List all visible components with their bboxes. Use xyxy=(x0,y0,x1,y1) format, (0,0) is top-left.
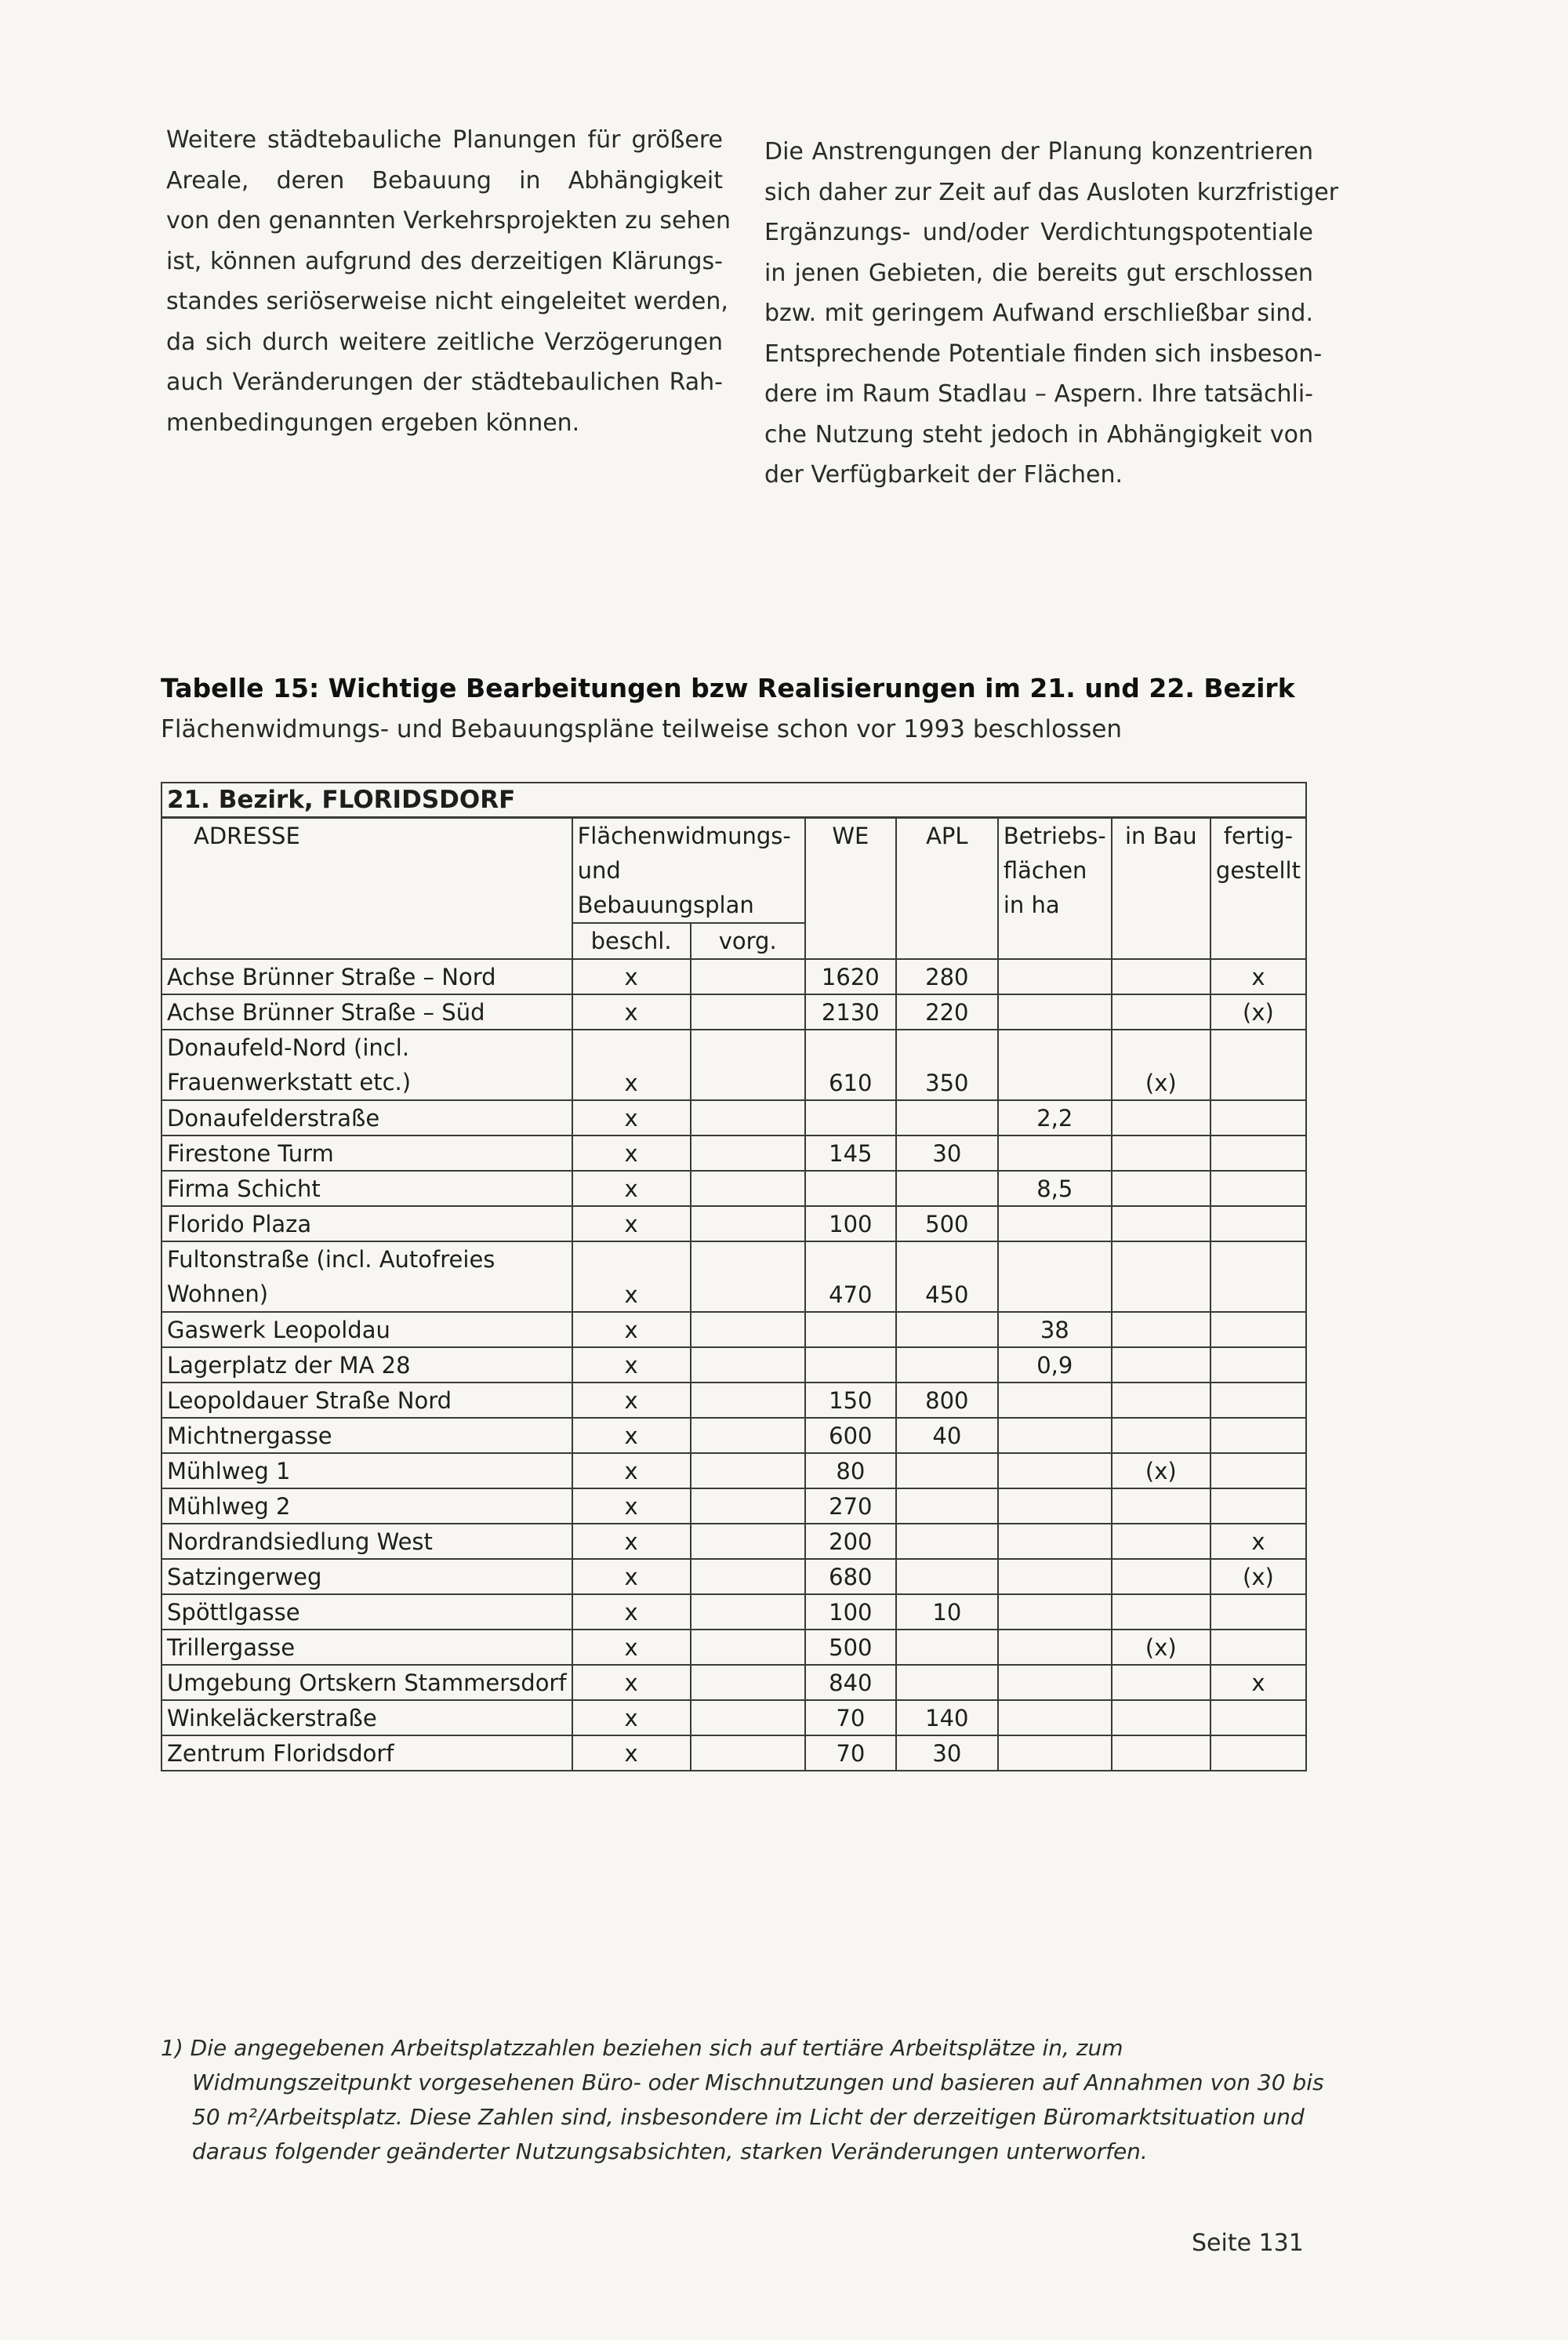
cell-apl: 500 xyxy=(896,1206,998,1241)
cell-vorg xyxy=(691,1630,805,1665)
table-row xyxy=(162,1524,1306,1559)
cell-adresse xyxy=(162,1030,572,1100)
cell-adresse xyxy=(162,1241,572,1312)
header-plan-line: Flächenwidmungs- xyxy=(577,823,791,849)
text-line: auch Veränderungen der städtebaulichen Rah- xyxy=(166,369,723,396)
header-vorg: vorg. xyxy=(691,923,805,959)
cell-inbau xyxy=(1112,1559,1210,1594)
cell-inbau xyxy=(1112,1383,1210,1418)
cell-fertig xyxy=(1210,1630,1306,1665)
cell-betrieb xyxy=(998,1665,1112,1700)
cell-vorg xyxy=(691,1135,805,1171)
cell-fertig: (x) xyxy=(1210,994,1306,1030)
cell-we: 680 xyxy=(805,1559,896,1594)
cell-apl: 30 xyxy=(896,1135,998,1171)
table-row xyxy=(162,1630,1306,1665)
cell-betrieb: 2,2 xyxy=(998,1100,1112,1135)
cell-vorg xyxy=(691,1665,805,1700)
cell-betrieb xyxy=(998,1594,1112,1630)
cell-apl xyxy=(896,1171,998,1206)
cell-fertig: x xyxy=(1210,1524,1306,1559)
cell-beschl: x xyxy=(572,1735,691,1771)
cell-betrieb xyxy=(998,1524,1112,1559)
cell-we: 100 xyxy=(805,1594,896,1630)
text-line: ist, können aufgrund des derzeitigen Klärungs- xyxy=(166,247,723,275)
cell-apl xyxy=(896,1524,998,1559)
text-line: Weitere städtebauliche Planungen für größere xyxy=(166,126,723,154)
cell-we: 200 xyxy=(805,1524,896,1559)
cell-betrieb xyxy=(998,1206,1112,1241)
cell-apl xyxy=(896,1630,998,1665)
cell-apl xyxy=(896,1488,998,1524)
table-row xyxy=(162,1347,1306,1383)
table-row xyxy=(162,1735,1306,1771)
cell-inbau xyxy=(1112,959,1210,994)
cell-adresse: Donaufelderstraße xyxy=(162,1100,572,1135)
cell-fertig xyxy=(1210,1030,1306,1100)
cell-we: 145 xyxy=(805,1135,896,1171)
header-plan xyxy=(572,818,805,924)
cell-apl: 800 xyxy=(896,1383,998,1418)
cell-betrieb xyxy=(998,1418,1112,1453)
cell-fertig xyxy=(1210,1347,1306,1383)
text-line: bzw. mit geringem Aufwand erschließbar sind. xyxy=(764,300,1313,327)
cell-adresse: Trillergasse xyxy=(162,1630,572,1665)
cell-adresse: Nordrandsiedlung West xyxy=(162,1524,572,1559)
cell-apl: 30 xyxy=(896,1735,998,1771)
cell-fertig xyxy=(1210,1594,1306,1630)
cell-beschl: x xyxy=(572,1453,691,1488)
cell-beschl: x xyxy=(572,1559,691,1594)
cell-adresse: Michtnergasse xyxy=(162,1418,572,1453)
cell-apl xyxy=(896,1312,998,1347)
cell-we xyxy=(805,1171,896,1206)
header-in-bau: in Bau xyxy=(1112,818,1210,960)
page-number: Seite 131 xyxy=(1192,2229,1304,2257)
cell-fertig xyxy=(1210,1135,1306,1171)
cell-vorg xyxy=(691,1524,805,1559)
cell-fertig xyxy=(1210,1383,1306,1418)
cell-adresse: Firestone Turm xyxy=(162,1135,572,1171)
cell-apl xyxy=(896,1665,998,1700)
cell-we: 840 xyxy=(805,1665,896,1700)
cell-we: 1620 xyxy=(805,959,896,994)
cell-vorg xyxy=(691,1171,805,1206)
cell-we xyxy=(805,1100,896,1135)
cell-inbau xyxy=(1112,1171,1210,1206)
cell-fertig: x xyxy=(1210,959,1306,994)
cell-apl: 280 xyxy=(896,959,998,994)
cell-vorg xyxy=(691,1383,805,1418)
cell-we: 80 xyxy=(805,1453,896,1488)
cell-we: 70 xyxy=(805,1735,896,1771)
cell-inbau xyxy=(1112,1241,1210,1312)
cell-beschl: x xyxy=(572,1206,691,1241)
cell-inbau xyxy=(1112,1594,1210,1630)
header-fertiggestellt xyxy=(1210,818,1306,960)
cell-apl xyxy=(896,1559,998,1594)
cell-adresse: Lagerplatz der MA 28 xyxy=(162,1347,572,1383)
cell-we: 150 xyxy=(805,1383,896,1418)
cell-fertig xyxy=(1210,1241,1306,1312)
cell-vorg xyxy=(691,1418,805,1453)
cell-adresse: Florido Plaza xyxy=(162,1206,572,1241)
cell-apl xyxy=(896,1100,998,1135)
table-row xyxy=(162,1030,1306,1100)
header-apl: APL xyxy=(896,818,998,960)
cell-beschl: x xyxy=(572,1524,691,1559)
text-line: Areale, deren Bebauung in Abhängigkeit xyxy=(166,166,723,194)
cell-adresse: Achse Brünner Straße – Nord xyxy=(162,959,572,994)
cell-fertig: x xyxy=(1210,1665,1306,1700)
cell-inbau xyxy=(1112,1700,1210,1735)
cell-vorg xyxy=(691,994,805,1030)
table-row xyxy=(162,1418,1306,1453)
table-row xyxy=(162,1453,1306,1488)
cell-apl: 350 xyxy=(896,1030,998,1100)
cell-betrieb: 8,5 xyxy=(998,1171,1112,1206)
cell-beschl: x xyxy=(572,1488,691,1524)
cell-beschl: x xyxy=(572,1630,691,1665)
cell-betrieb xyxy=(998,1735,1112,1771)
cell-inbau: (x) xyxy=(1112,1630,1210,1665)
cell-beschl: x xyxy=(572,1312,691,1347)
cell-betrieb xyxy=(998,1453,1112,1488)
footnote-line: daraus folgender geänderter Nutzungsabsichten, starken Veränderungen unterworfen. xyxy=(192,2138,1148,2164)
cell-adresse: Winkeläckerstraße xyxy=(162,1700,572,1735)
footnote-line: 1) Die angegebenen Arbeitsplatzzahlen beziehen sich auf tertiäre Arbeitsplätze in, zum xyxy=(161,2035,1123,2061)
cell-betrieb xyxy=(998,1135,1112,1171)
cell-fertig xyxy=(1210,1453,1306,1488)
cell-we: 470 xyxy=(805,1241,896,1312)
district-heading: 21. Bezirk, FLORIDSDORF xyxy=(162,783,1306,818)
cell-inbau xyxy=(1112,1488,1210,1524)
text-line: menbedingungen ergeben können. xyxy=(166,409,580,437)
header-plan-line: und Bebauungsplan xyxy=(577,857,754,918)
table-row xyxy=(162,1700,1306,1735)
cell-adresse: Spöttlgasse xyxy=(162,1594,572,1630)
header-beschl: beschl. xyxy=(572,923,691,959)
cell-fertig xyxy=(1210,1735,1306,1771)
cell-inbau xyxy=(1112,1735,1210,1771)
cell-inbau: (x) xyxy=(1112,1030,1210,1100)
footnote-line: Widmungszeitpunkt vorgesehenen Büro- oder Mischnutzungen und basieren auf Annahmen von 30 bis xyxy=(192,2069,1324,2095)
cell-fertig xyxy=(1210,1171,1306,1206)
cell-inbau xyxy=(1112,1100,1210,1135)
cell-inbau xyxy=(1112,1206,1210,1241)
cell-vorg xyxy=(691,1594,805,1630)
cell-adresse: Umgebung Ortskern Stammersdorf xyxy=(162,1665,572,1700)
header-we: WE xyxy=(805,818,896,960)
cell-inbau xyxy=(1112,994,1210,1030)
header-betrieb-line: Betriebs- xyxy=(1003,823,1106,849)
cell-vorg xyxy=(691,1735,805,1771)
cell-adresse: Firma Schicht xyxy=(162,1171,572,1206)
cell-inbau xyxy=(1112,1312,1210,1347)
cell-vorg xyxy=(691,1559,805,1594)
cell-betrieb xyxy=(998,1488,1112,1524)
table-row xyxy=(162,1312,1306,1347)
cell-fertig: (x) xyxy=(1210,1559,1306,1594)
cell-inbau xyxy=(1112,1418,1210,1453)
cell-fertig xyxy=(1210,1418,1306,1453)
cell-adresse: Mühlweg 1 xyxy=(162,1453,572,1488)
cell-inbau xyxy=(1112,1347,1210,1383)
cell-inbau xyxy=(1112,1524,1210,1559)
cell-inbau xyxy=(1112,1135,1210,1171)
cell-inbau: (x) xyxy=(1112,1453,1210,1488)
cell-beschl: x xyxy=(572,1347,691,1383)
cell-betrieb: 0,9 xyxy=(998,1347,1112,1383)
cell-betrieb: 38 xyxy=(998,1312,1112,1347)
cell-adresse-line: Frauenwerkstatt etc.) xyxy=(167,1069,412,1096)
cell-adresse: Gaswerk Leopoldau xyxy=(162,1312,572,1347)
cell-we xyxy=(805,1312,896,1347)
header-fertig-line: gestellt xyxy=(1215,857,1301,884)
cell-vorg xyxy=(691,959,805,994)
text-line: in jenen Gebieten, die bereits gut erschlossen xyxy=(764,259,1313,287)
project-table xyxy=(161,782,1307,1771)
cell-apl: 220 xyxy=(896,994,998,1030)
cell-vorg xyxy=(691,1700,805,1735)
cell-adresse: Mühlweg 2 xyxy=(162,1488,572,1524)
cell-betrieb xyxy=(998,994,1112,1030)
cell-vorg xyxy=(691,1347,805,1383)
table-row xyxy=(162,1206,1306,1241)
cell-we: 2130 xyxy=(805,994,896,1030)
cell-we: 600 xyxy=(805,1418,896,1453)
cell-beschl: x xyxy=(572,994,691,1030)
cell-vorg xyxy=(691,1312,805,1347)
cell-we xyxy=(805,1347,896,1383)
cell-betrieb xyxy=(998,1030,1112,1100)
cell-fertig xyxy=(1210,1700,1306,1735)
cell-vorg xyxy=(691,1030,805,1100)
table-row xyxy=(162,1171,1306,1206)
cell-we: 100 xyxy=(805,1206,896,1241)
table-row xyxy=(162,1383,1306,1418)
cell-adresse-line: Donaufeld-Nord (incl. xyxy=(167,1034,410,1061)
table-caption-title: Tabelle 15: Wichtige Bearbeitungen bzw Realisierungen im 21. und 22. Bezirk xyxy=(161,673,1295,703)
table-row xyxy=(162,1594,1306,1630)
cell-inbau xyxy=(1112,1665,1210,1700)
table-row xyxy=(162,959,1306,994)
cell-beschl: x xyxy=(572,1100,691,1135)
cell-apl xyxy=(896,1453,998,1488)
cell-vorg xyxy=(691,1453,805,1488)
cell-we: 70 xyxy=(805,1700,896,1735)
cell-we: 500 xyxy=(805,1630,896,1665)
left-text-column xyxy=(166,120,731,443)
footnote xyxy=(161,2031,1324,2169)
text-line: Entsprechende Potentiale finden sich insbeson- xyxy=(764,340,1323,368)
text-line: che Nutzung steht jedoch in Abhängigkeit von xyxy=(764,420,1313,449)
header-betrieb-line: flächen xyxy=(1003,857,1087,884)
cell-betrieb xyxy=(998,1559,1112,1594)
cell-apl: 10 xyxy=(896,1594,998,1630)
cell-betrieb xyxy=(998,1383,1112,1418)
text-line: von den genannten Verkehrsprojekten zu sehen xyxy=(166,207,731,234)
cell-adresse: Leopoldauer Straße Nord xyxy=(162,1383,572,1418)
cell-apl xyxy=(896,1347,998,1383)
table-row xyxy=(162,1100,1306,1135)
cell-fertig xyxy=(1210,1488,1306,1524)
cell-fertig xyxy=(1210,1206,1306,1241)
table-row xyxy=(162,1665,1306,1700)
cell-beschl: x xyxy=(572,1700,691,1735)
cell-beschl: x xyxy=(572,1030,691,1100)
cell-adresse: Zentrum Floridsdorf xyxy=(162,1735,572,1771)
cell-adresse: Satzingerweg xyxy=(162,1559,572,1594)
header-betrieb-line: in ha xyxy=(1003,892,1060,918)
table-caption-subtitle: Flächenwidmungs- und Bebauungspläne teilweise schon vor 1993 beschlossen xyxy=(161,715,1123,743)
text-line: da sich durch weitere zeitliche Verzögerungen xyxy=(166,328,723,356)
cell-betrieb xyxy=(998,1630,1112,1665)
header-betriebsflaechen xyxy=(998,818,1112,960)
cell-betrieb xyxy=(998,1241,1112,1312)
text-line: Die Anstrengungen der Planung konzentrieren xyxy=(764,138,1313,165)
cell-beschl: x xyxy=(572,1418,691,1453)
cell-beschl: x xyxy=(572,1383,691,1418)
cell-we: 610 xyxy=(805,1030,896,1100)
cell-beschl: x xyxy=(572,1241,691,1312)
cell-vorg xyxy=(691,1241,805,1312)
table-row xyxy=(162,994,1306,1030)
table-row xyxy=(162,1241,1306,1312)
text-line: der Verfügbarkeit der Flächen. xyxy=(764,461,1123,489)
table-row xyxy=(162,1488,1306,1524)
cell-adresse-line: Fultonstraße (incl. Autofreies xyxy=(167,1246,495,1273)
cell-we: 270 xyxy=(805,1488,896,1524)
cell-betrieb xyxy=(998,959,1112,994)
cell-beschl: x xyxy=(572,1171,691,1206)
cell-fertig xyxy=(1210,1100,1306,1135)
cell-apl: 40 xyxy=(896,1418,998,1453)
cell-apl: 140 xyxy=(896,1700,998,1735)
cell-vorg xyxy=(691,1206,805,1241)
cell-adresse-line: Wohnen) xyxy=(167,1281,269,1307)
cell-apl: 450 xyxy=(896,1241,998,1312)
cell-beschl: x xyxy=(572,1665,691,1700)
footnote-line: 50 m²/Arbeitsplatz. Diese Zahlen sind, insbesondere im Licht der derzeitigen Büromarktsituation und xyxy=(192,2104,1305,2130)
text-line: Ergänzungs- und/oder Verdichtungspotentiale xyxy=(764,219,1313,246)
right-text-column xyxy=(764,132,1339,496)
cell-beschl: x xyxy=(572,959,691,994)
cell-fertig xyxy=(1210,1312,1306,1347)
table-row xyxy=(162,1135,1306,1171)
text-line: sich daher zur Zeit auf das Ausloten kurzfristiger xyxy=(764,178,1339,206)
header-adresse: ADRESSE xyxy=(162,818,572,960)
cell-adresse: Achse Brünner Straße – Süd xyxy=(162,994,572,1030)
header-fertig-line: fertig- xyxy=(1223,823,1294,849)
cell-vorg xyxy=(691,1100,805,1135)
table-row xyxy=(162,1559,1306,1594)
text-line: standes seriöserweise nicht eingeleitet werden, xyxy=(166,288,728,315)
cell-betrieb xyxy=(998,1700,1112,1735)
text-line: dere im Raum Stadlau – Aspern. Ihre tatsächli- xyxy=(764,380,1313,408)
cell-vorg xyxy=(691,1488,805,1524)
cell-beschl: x xyxy=(572,1135,691,1171)
cell-beschl: x xyxy=(572,1594,691,1630)
